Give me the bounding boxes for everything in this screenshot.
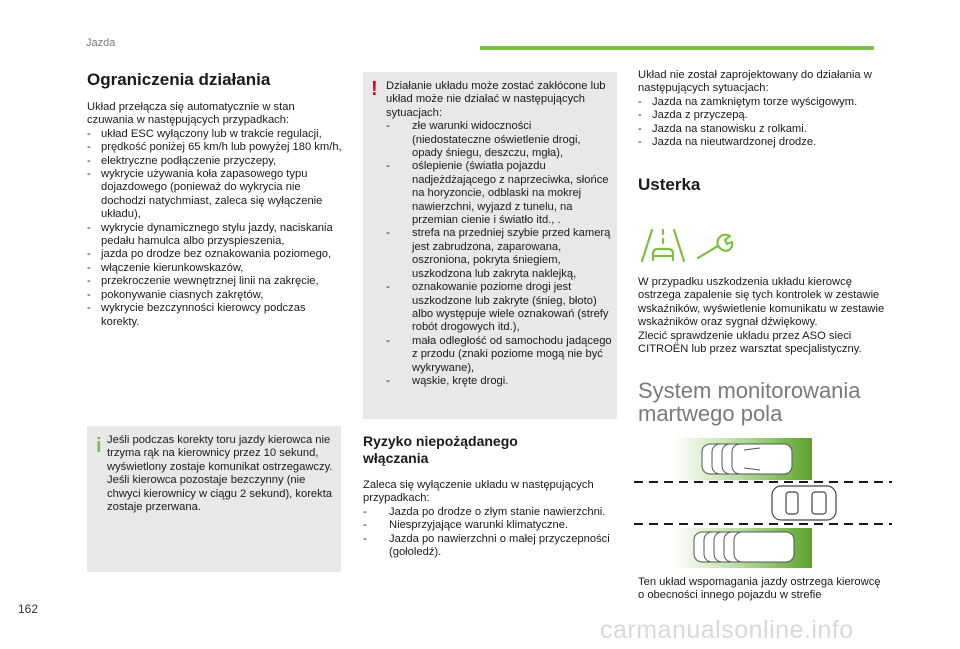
list-item: - Jazda z przyczepą.: [638, 109, 888, 122]
list-item: - oślepienie (światła pojazdu nadjeżdżającego z naprzeciwka, słońce na horyzoncie, odblaski na mokrej nawierzchni, wyjazd z tunelu, na przemian cienie i światło itd., .: [386, 160, 612, 227]
list-item: - przekroczenie wewnętrznej linii na zakręcie,: [87, 275, 343, 288]
list-item: - układ ESC wyłączony lub w trakcie regulacji,: [87, 128, 343, 141]
wrench-icon: [698, 235, 732, 258]
warning-list: [374, 120, 612, 388]
fault-text: W przypadku uszkodzenia układu kierowcę ostrzega zapalenie się tych kontrolek w zestawie wskaźników, wyświetlenie komunikatu w zestawie wskaźników oraz sygnał dźwiękowy. Zlecić sprawdzenie układu przez ASO sieci CITROËN lub przez warsztat specjalistyczny.: [638, 276, 885, 356]
list-item: - wąskie, kręte drogi.: [386, 375, 612, 388]
info-icon: i: [96, 435, 102, 457]
risk-list: [363, 506, 619, 560]
limitations-text: [87, 101, 343, 329]
list-item: - pokonywanie ciasnych zakrętów,: [87, 289, 343, 302]
list-item: - jazda po drodze bez oznakowania poziomego,: [87, 248, 343, 261]
limitations-intro: Układ przełącza się automatycznie w stan czuwania w następujących przypadkach:: [87, 101, 298, 127]
limitations-list: [87, 128, 343, 329]
risk-text: [363, 479, 619, 559]
blind-spot-text: Ten układ wspomagania jazdy ostrzega kierowcę o obecności innego pojazdu w strefie: [638, 576, 884, 602]
list-item: - oznakowanie poziome drogi jest uszkodzone lub zakryte (śnieg, błoto) albo występuje wiele oznakowań (strefy robót drogowych itd.),: [386, 281, 612, 335]
not-designed-list: [638, 96, 888, 150]
risk-intro: Zaleca się wyłączenie układu w następujących przypadkach:: [363, 479, 597, 505]
page-number: 162: [18, 602, 39, 616]
header-rule: [480, 46, 874, 50]
section-title-fault: Usterka: [638, 175, 701, 194]
info-box: [87, 426, 341, 572]
warning-intro: Działanie układu może zostać zakłócone lub układ może nie działać w następujących sytuacjach:: [386, 80, 609, 119]
list-item: - wykrycie dynamicznego stylu jazdy, naciskania pedału hamulca albo przyspieszenia,: [87, 222, 343, 249]
vehicle-bottom: [694, 532, 794, 562]
lane-warning-icon: [642, 230, 684, 261]
section-title-risk: Ryzyko niepożądanego włączania: [363, 433, 518, 466]
vehicle-top: [702, 444, 792, 474]
list-item: - Jazda na stanowisku z rolkami.: [638, 123, 888, 136]
list-item: - złe warunki widoczności (niedostateczne oświetlenie drogi, opady śniegu, deszczu, mgła),: [386, 120, 612, 160]
list-item: - Jazda po nawierzchni o małej przyczepności (gołoledź).: [363, 533, 619, 560]
section-label: Jazda: [86, 37, 116, 49]
warning-text: [386, 80, 612, 388]
list-item: - elektryczne podłączenie przyczepy,: [87, 155, 343, 168]
list-item: - wykrycie bezczynności kierowcy podczas korekty.: [87, 302, 343, 329]
section-title-limitations: Ograniczenia działania: [87, 70, 271, 89]
watermark: carmanualsonline.info: [600, 616, 854, 644]
info-text: Jeśli podczas korekty toru jazdy kierowca nie trzyma rąk na kierownicy przez 10 sekund, wyświetlony zostaje komunikat ostrzegawczy. Jeśli kierowca pozostaje bezczynny (nie chwyci kierownicy w ciągu 2 sekund), korekta zostaje przerwana.: [107, 434, 333, 514]
list-item: - włączenie kierunkowskazów,: [87, 262, 343, 275]
own-vehicle: [772, 486, 836, 520]
list-item: - wykrycie używania koła zapasowego typu dojazdowego (ponieważ do wykrycia nie dochodzi natychmiast, zaleca się wyłączenie układu),: [87, 168, 343, 222]
list-item: - Niesprzyjające warunki klimatyczne.: [363, 519, 619, 532]
list-item: - Jazda na nieutwardzonej drodze.: [638, 136, 888, 149]
warning-box: [363, 72, 617, 419]
blind-spot-illustration: [632, 436, 894, 568]
not-designed-intro: Układ nie został zaprojektowany do działania w następujących sytuacjach:: [638, 69, 875, 95]
list-item: - Jazda po drodze o złym stanie nawierzchni.: [363, 506, 619, 519]
list-item: - strefa na przedniej szybie przed kamerą jest zabrudzona, zaparowana, oszroniona, pokryta śniegiem, uszkodzona lub zakryta naklejką,: [386, 227, 612, 281]
warning-icon: !: [371, 78, 378, 100]
list-item: - Jazda na zamkniętym torze wyścigowym.: [638, 96, 888, 109]
list-item: - mała odległość od samochodu jadącego z przodu (znaki poziome mogą nie być wykrywane),: [386, 335, 612, 375]
not-designed-text: [638, 69, 888, 149]
fault-warning-lamps: [636, 225, 746, 267]
list-item: - prędkość poniżej 65 km/h lub powyżej 180 km/h,: [87, 141, 343, 154]
section-title-blind-spot: System monitorowania martwego pola: [638, 378, 861, 426]
